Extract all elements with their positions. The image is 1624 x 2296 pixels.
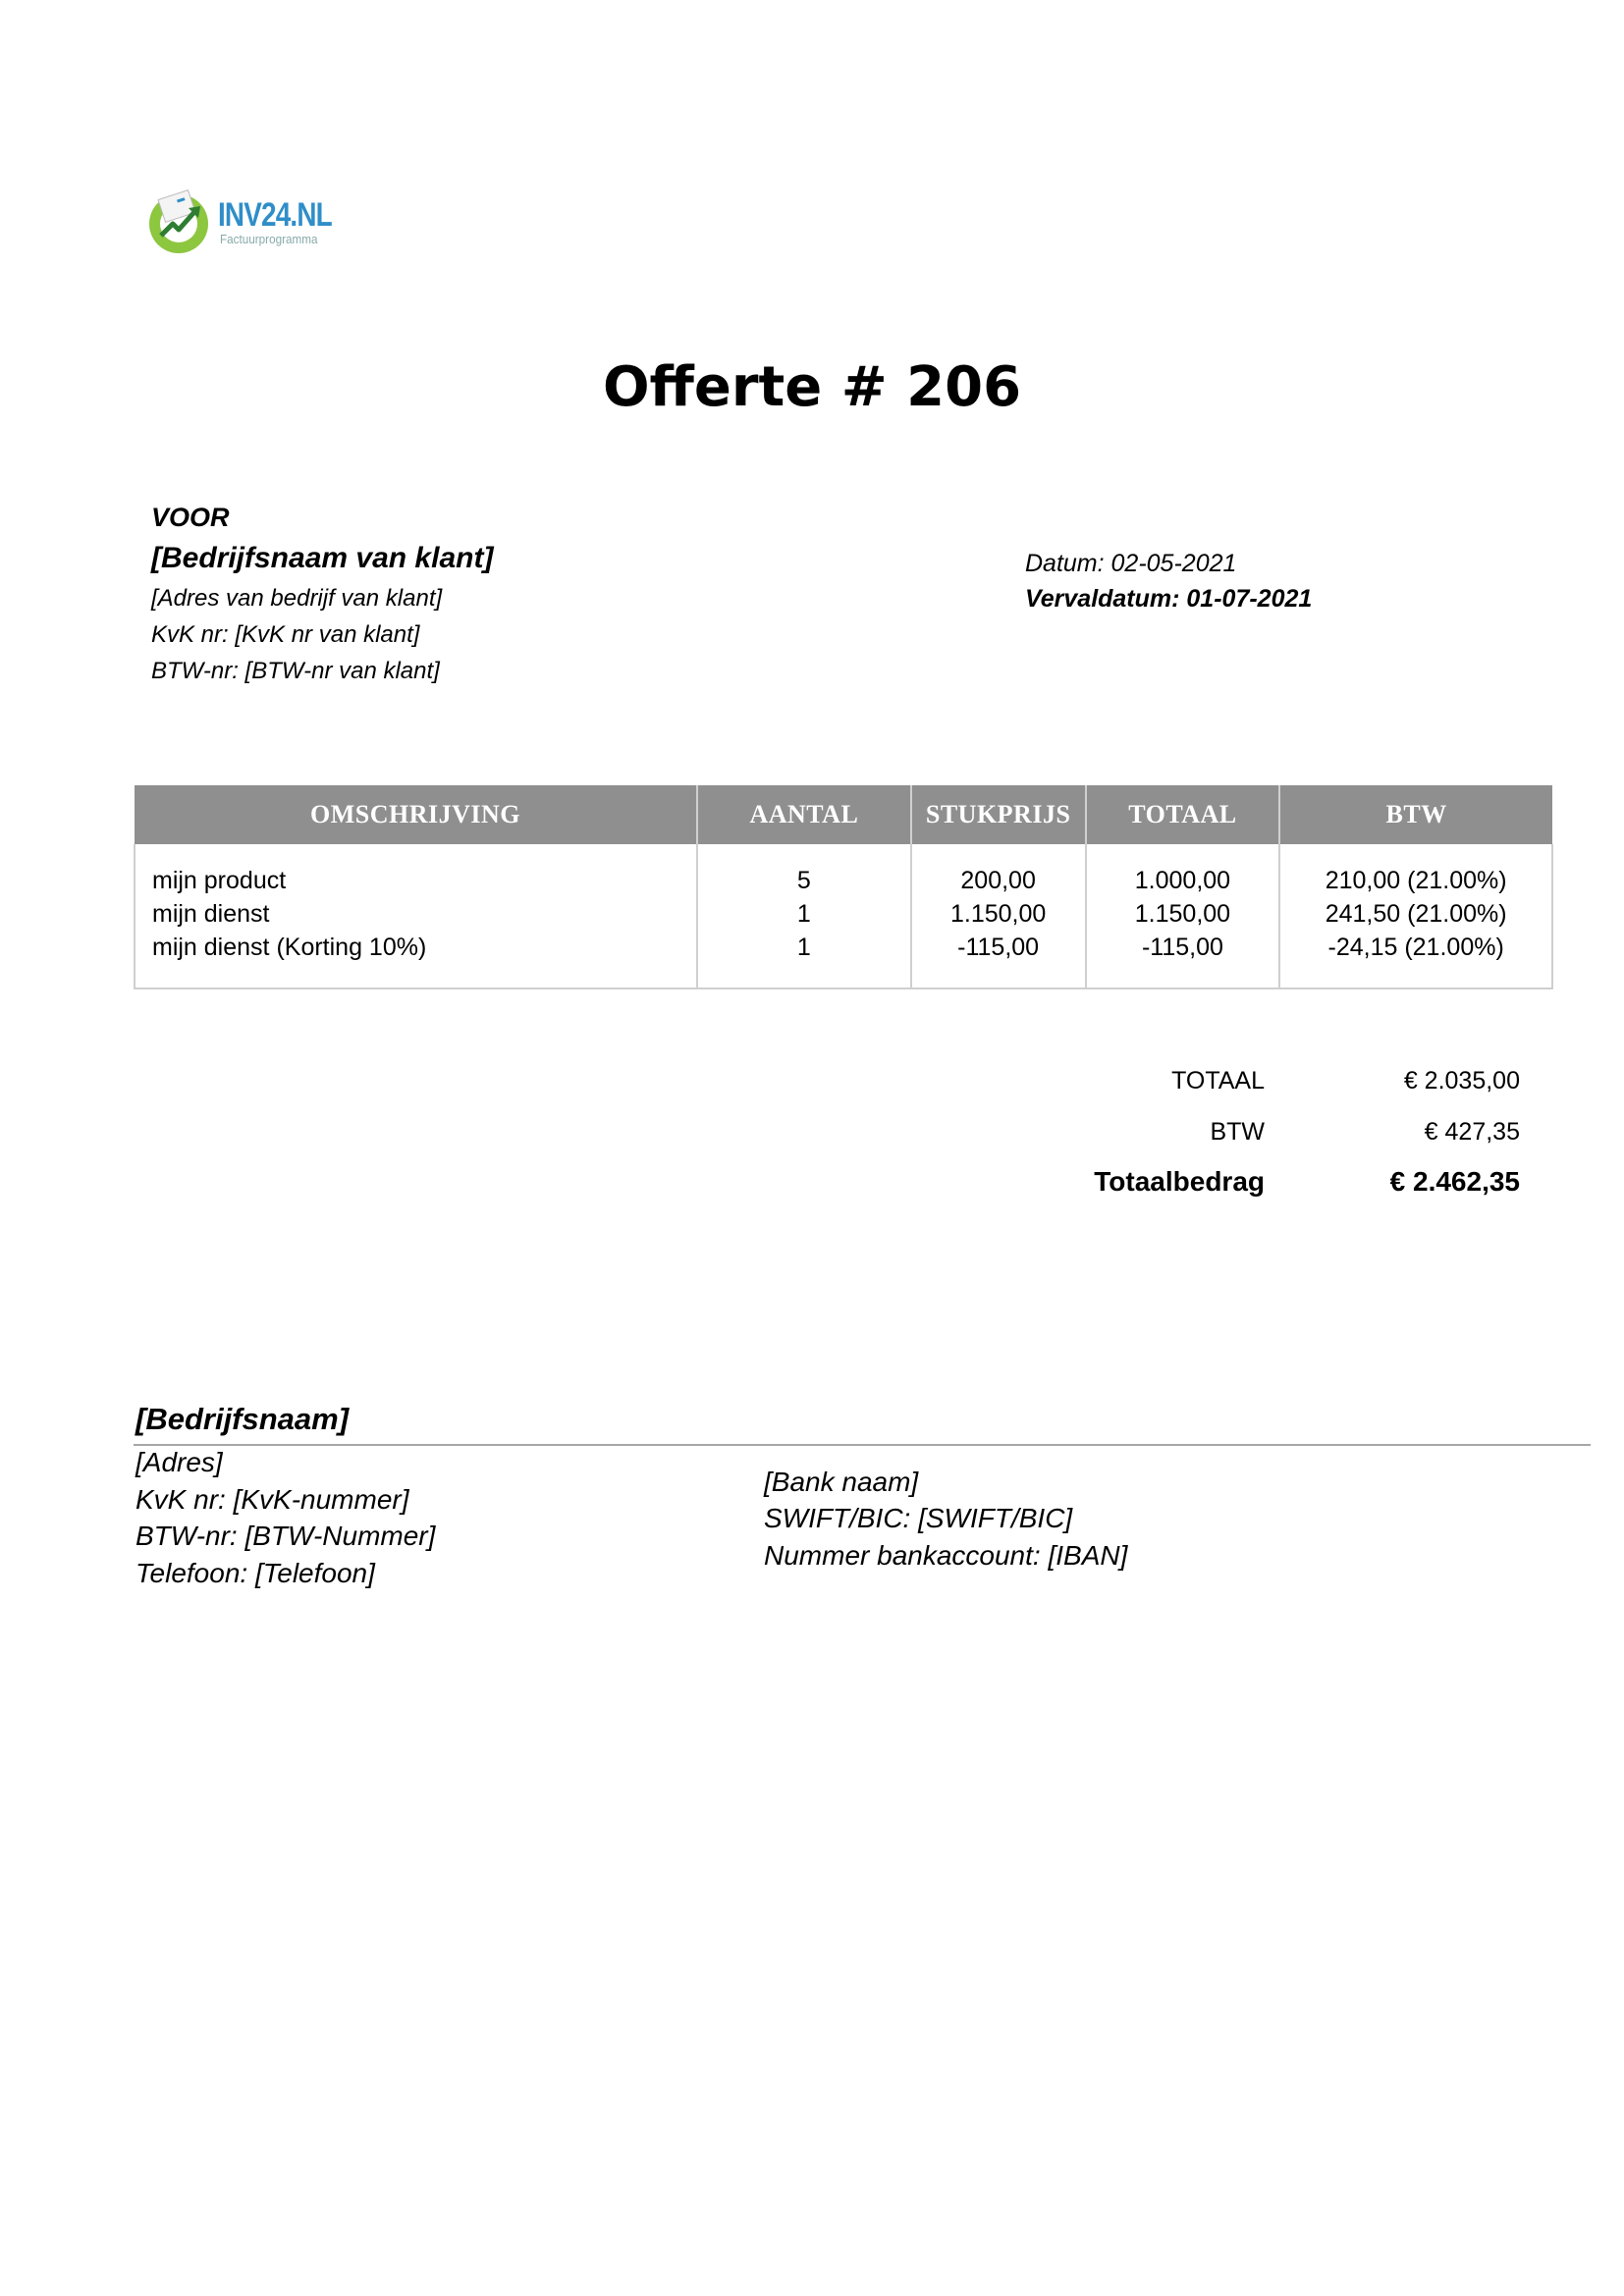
bank-name: [Bank naam] — [764, 1467, 919, 1497]
company-logo — [145, 183, 342, 253]
logo-tagline: Factuurprogramma — [220, 232, 318, 246]
column-header-vat: BTW — [1279, 785, 1552, 844]
logo-chart-icon — [145, 187, 214, 255]
bank-swift: SWIFT/BIC: [SWIFT/BIC] — [764, 1503, 1073, 1533]
quote-date: Datum: 02-05-2021 — [1025, 550, 1237, 577]
column-header-unit-price: STUKPRIJS — [911, 785, 1086, 844]
footer-divider — [134, 1444, 1591, 1446]
column-header-description: OMSCHRIJVING — [135, 785, 697, 844]
item-vat: -24,15 (21.00%) — [1327, 934, 1504, 961]
grand-total-value: € 2.462,35 — [1389, 1166, 1520, 1197]
company-btw: BTW-nr: [BTW-Nummer] — [135, 1521, 436, 1551]
company-kvk: KvK nr: [KvK-nummer] — [135, 1484, 409, 1515]
total-cell — [1086, 844, 1280, 988]
description-cell — [135, 844, 697, 988]
subtotal-label: TOTAAL — [1171, 1067, 1265, 1095]
vat-total-label: BTW — [1210, 1118, 1265, 1146]
item-unit-price: 200,00 — [960, 867, 1036, 894]
item-description: mijn dienst — [152, 900, 270, 928]
item-description: mijn dienst (Korting 10%) — [152, 934, 427, 961]
item-description: mijn product — [152, 867, 287, 894]
vat-cell — [1279, 844, 1552, 988]
subtotal-value: € 2.035,00 — [1403, 1067, 1520, 1095]
item-quantity: 5 — [796, 867, 811, 894]
client-address: [Adres van bedrijf van klant] — [151, 585, 443, 612]
client-kvk: KvK nr: [KvK nr van klant] — [151, 621, 420, 648]
item-vat: 210,00 (21.00%) — [1325, 867, 1507, 894]
company-address: [Adres] — [135, 1447, 223, 1477]
due-date: Vervaldatum: 01-07-2021 — [1025, 585, 1313, 613]
column-header-quantity: AANTAL — [697, 785, 911, 844]
unit-price-cell — [911, 844, 1086, 988]
logo-brand: INV24.NL — [218, 196, 332, 234]
client-heading: VOOR — [151, 503, 230, 532]
client-btw: BTW-nr: [BTW-nr van klant] — [151, 658, 440, 684]
item-total: -115,00 — [1141, 934, 1223, 961]
quantity-cell — [697, 844, 911, 988]
item-unit-price: -115,00 — [957, 934, 1040, 961]
item-total: 1.150,00 — [1134, 900, 1231, 928]
client-name: [Bedrijfsnaam van klant] — [151, 542, 494, 574]
item-vat: 241,50 (21.00%) — [1325, 900, 1507, 928]
item-total: 1.000,00 — [1134, 867, 1231, 894]
item-quantity: 1 — [796, 934, 811, 961]
item-quantity: 1 — [796, 900, 811, 928]
table-row — [135, 844, 1552, 988]
company-phone: Telefoon: [Telefoon] — [135, 1558, 375, 1588]
page-title: Offerte # 206 — [602, 355, 1022, 419]
table-header-row — [135, 785, 1552, 844]
company-name: [Bedrijfsnaam] — [135, 1402, 350, 1436]
item-unit-price: 1.150,00 — [949, 900, 1047, 928]
vat-total-value: € 427,35 — [1424, 1118, 1520, 1146]
column-header-total: TOTAAL — [1086, 785, 1280, 844]
items-table — [134, 785, 1553, 989]
bank-iban: Nummer bankaccount: [IBAN] — [764, 1540, 1128, 1571]
grand-total-label: Totaalbedrag — [1094, 1166, 1265, 1197]
